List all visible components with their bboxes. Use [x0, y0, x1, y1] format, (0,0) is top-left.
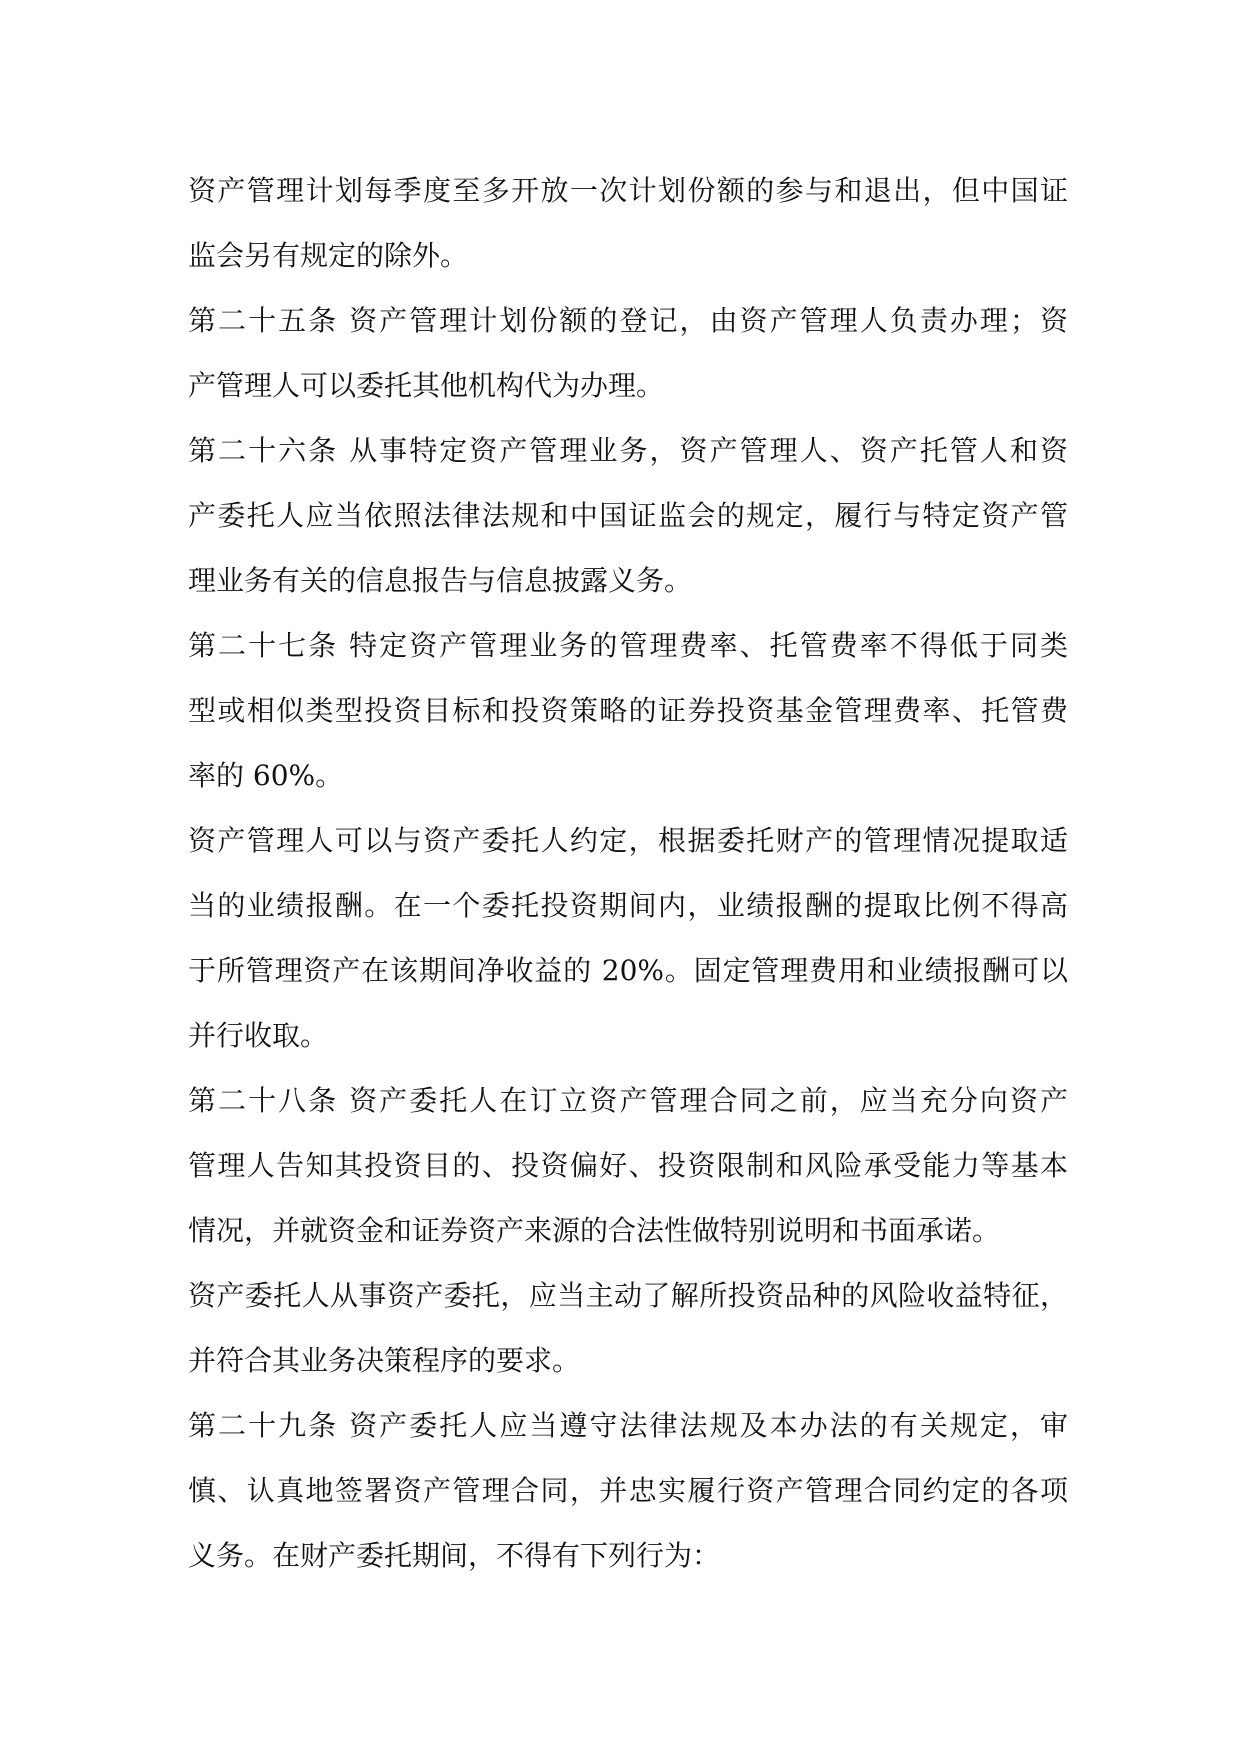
text-line: 义务。在财产委托期间，不得有下列行为：: [188, 1539, 721, 1572]
text-line: 型或相似类型投资目标和投资策略的证券投资基金管理费率、托管费: [188, 694, 1068, 727]
text-line: 产委托人应当依照法律法规和中国证监会的规定，履行与特定资产管: [188, 499, 1068, 532]
text-line: 理业务有关的信息报告与信息披露义务。: [188, 564, 693, 597]
text-line: 慎、认真地签署资产管理合同，并忠实履行资产管理合同约定的各项: [188, 1474, 1068, 1507]
text-line: 情况，并就资金和证券资产来源的合法性做特别说明和书面承诺。: [188, 1214, 1001, 1247]
text-line: 第二十九条 资产委托人应当遵守法律法规及本办法的有关规定，审: [188, 1409, 1068, 1442]
text-line: 第二十七条 特定资产管理业务的管理费率、托管费率不得低于同类: [188, 629, 1068, 662]
text-line: 产管理人可以委托其他机构代为办理。: [188, 369, 665, 402]
text-line: 率的 60%。: [188, 759, 344, 792]
text-line: 资产管理计划每季度至多开放一次计划份额的参与和退出，但中国证: [188, 174, 1068, 207]
text-line: 监会另有规定的除外。: [188, 239, 469, 272]
text-line: 管理人告知其投资目的、投资偏好、投资限制和风险承受能力等基本: [188, 1149, 1068, 1182]
text-line: 资产委托人从事资产委托，应当主动了解所投资品种的风险收益特征，: [188, 1279, 1068, 1312]
text-line: 资产管理人可以与资产委托人约定，根据委托财产的管理情况提取适: [188, 824, 1068, 857]
text-line: 第二十六条 从事特定资产管理业务，资产管理人、资产托管人和资: [188, 434, 1068, 467]
text-line: 第二十五条 资产管理计划份额的登记，由资产管理人负责办理；资: [188, 304, 1068, 337]
text-line: 当的业绩报酬。在一个委托投资期间内，业绩报酬的提取比例不得高: [188, 889, 1068, 922]
document-body: [188, 158, 1068, 1588]
text-line: 于所管理资产在该期间净收益的 20%。固定管理费用和业绩报酬可以: [188, 954, 1068, 987]
text-line: 第二十八条 资产委托人在订立资产管理合同之前，应当充分向资产: [188, 1084, 1068, 1117]
text-line: 并行收取。: [188, 1019, 329, 1052]
text-line: 并符合其业务决策程序的要求。: [188, 1344, 581, 1377]
